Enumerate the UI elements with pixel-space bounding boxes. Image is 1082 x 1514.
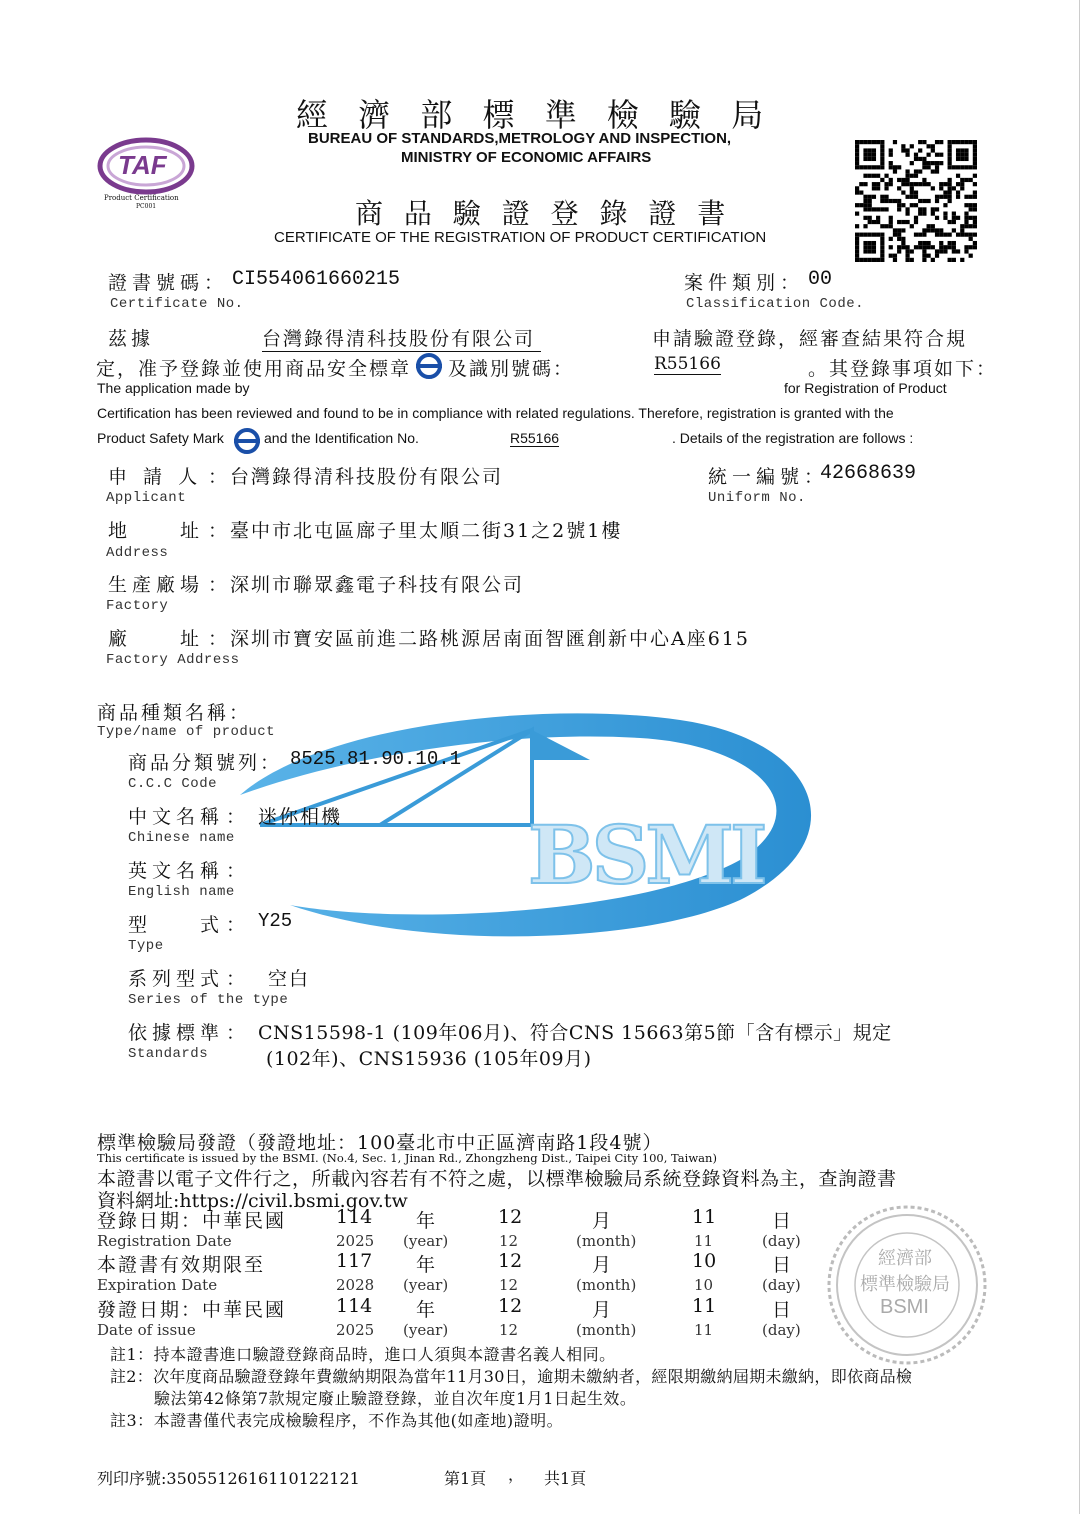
date-month-unit-en: (month)	[576, 1232, 637, 1250]
series-value: 空白	[268, 968, 311, 990]
address-label: 地 址	[108, 520, 205, 542]
date-month-en: 12	[499, 1232, 519, 1250]
factory-value: 深圳市聯眾鑫電子科技有限公司	[230, 574, 525, 596]
date-day: 11	[692, 1295, 717, 1317]
uniform-no-label: 統一編號：	[708, 466, 829, 488]
date-year-unit-en: (year)	[403, 1321, 449, 1339]
series-colon: ：	[226, 968, 246, 990]
date-day-unit-en: (day)	[762, 1321, 801, 1339]
statement-en-3a: Product Safety Mark	[97, 430, 224, 446]
chinese-name-label: 中文名稱	[128, 806, 225, 828]
note-3: 註3：本證書僅代表完成檢驗程序，不作為其他(如產地)證明。	[110, 1411, 564, 1430]
address-label-en: Address	[106, 545, 169, 561]
statement-en-3b: and the Identification No.	[264, 430, 419, 446]
seal-line2: 標準檢驗局	[860, 1274, 950, 1295]
factory-address-colon: ：	[208, 628, 228, 650]
standards-label: 依據標準	[128, 1022, 225, 1044]
chinese-name-value: 迷你相機	[258, 806, 343, 828]
factory-address-label-en: Factory Address	[106, 652, 240, 668]
date-day: 10	[692, 1250, 717, 1272]
date-year-roc: 117	[336, 1250, 373, 1272]
date-year-ad: 2028	[336, 1276, 375, 1294]
statement-en-1a: The application made by	[97, 380, 250, 396]
page-separator: ，	[508, 1465, 525, 1484]
statement-line2-suffix: 。其登錄事項如下：	[808, 358, 998, 380]
certificate-no-label-en: Certificate No.	[110, 296, 244, 312]
date-day-unit: 日	[772, 1254, 792, 1276]
taf-logo-sub2: PC001	[136, 203, 157, 210]
certificate-title-zh: 商 品 驗 證 登 錄 證 書	[355, 197, 732, 230]
applicant-label-en: Applicant	[106, 490, 187, 506]
safety-mark-icon	[414, 352, 444, 384]
statement-id: R55166	[654, 354, 721, 374]
english-name-label-en: English name	[128, 884, 235, 900]
type-colon: ：	[226, 914, 246, 936]
electronic-note-2: 資料網址:https://civil.bsmi.gov.tw	[97, 1190, 408, 1212]
date-label: 發證日期：中華民國	[97, 1299, 287, 1321]
page-total: 共1頁	[544, 1469, 587, 1488]
classification-label: 案件類別：	[684, 272, 805, 294]
date-day: 11	[692, 1206, 717, 1228]
ccc-code-value: 8525.81.90.10.1	[290, 748, 462, 770]
type-value: Y25	[258, 910, 293, 932]
agency-name-en-1: BUREAU OF STANDARDS,METROLOGY AND INSPECTION,	[308, 130, 732, 147]
date-month-unit: 月	[592, 1210, 612, 1232]
date-label-en: Date of issue	[97, 1321, 196, 1339]
certificate-no-label: 證書號碼：	[108, 272, 229, 294]
date-year-ad: 2025	[336, 1232, 375, 1250]
date-month-unit-en: (month)	[576, 1276, 637, 1294]
note-2a: 註2：次年度商品驗證登錄年費繳納期限為當年11月30日，逾期未繳納者，經限期繳納屆期未繳納，即依商品檢	[110, 1367, 913, 1386]
date-year-unit: 年	[416, 1254, 436, 1276]
issuer-line-en: This certificate is issued by the BSMI. (No.4, Sec. 1, Jinan Rd., Zhongzheng Dist., Taipei City 100, Taiwan)	[97, 1151, 717, 1165]
issuer-line-zh: 標準檢驗局發證（發證地址：100臺北市中正區濟南路1段4號）	[97, 1132, 663, 1154]
address-value: 臺中市北屯區廍子里太順二街31之2號1樓	[230, 520, 623, 542]
statement-company: 台灣錄得清科技股份有限公司	[262, 324, 541, 352]
certificate-title-en: CERTIFICATE OF THE REGISTRATION OF PRODUCT CERTIFICATION	[274, 229, 767, 246]
date-day-unit-en: (day)	[762, 1232, 801, 1250]
agency-name-zh: 經 濟 部 標 準 檢 驗 局	[296, 96, 774, 134]
date-month: 12	[498, 1206, 523, 1228]
statement-prefix: 茲據	[108, 328, 155, 350]
date-month-unit: 月	[592, 1254, 612, 1276]
note-1: 註1：持本證書進口驗證登錄商品時，進口人須與本證書名義人相同。	[110, 1345, 616, 1364]
date-label: 本證書有效期限至	[97, 1254, 266, 1276]
safety-mark-icon-en	[232, 427, 262, 459]
english-name-colon: ：	[226, 860, 246, 882]
date-label: 登錄日期：中華民國	[97, 1210, 287, 1232]
date-year-ad: 2025	[336, 1321, 375, 1339]
certificate-no-value: CI554061660215	[232, 268, 401, 291]
seal-line1: 經濟部	[878, 1248, 932, 1269]
standards-value-1: CNS15598-1 (109年06月)、符合CNS 15663第5節「含有標示」規定	[258, 1022, 892, 1044]
date-year-unit-en: (year)	[403, 1232, 449, 1250]
taf-logo-sub1: Product Certification	[104, 194, 179, 202]
date-day-en: 10	[694, 1276, 714, 1294]
date-month: 12	[498, 1295, 523, 1317]
product-type-label: 商品種類名稱：	[97, 702, 252, 724]
date-month-en: 12	[499, 1276, 519, 1294]
address-colon: ：	[208, 520, 228, 542]
product-type-label-en: Type/name of product	[97, 724, 276, 740]
statement-en-2: Certification has been reviewed and found to be in compliance with related regulations. Therefore, registration is granted with the	[97, 405, 894, 421]
statement-en-1b: for Registration of Product	[784, 380, 947, 396]
uniform-no-label-en: Uniform No.	[708, 490, 806, 506]
date-month-unit-en: (month)	[576, 1321, 637, 1339]
standards-label-en: Standards	[128, 1046, 209, 1062]
taf-logo	[96, 136, 196, 216]
date-month-en: 12	[499, 1321, 519, 1339]
date-label-en: Expiration Date	[97, 1276, 218, 1294]
date-year-unit: 年	[416, 1210, 436, 1232]
date-day-en: 11	[694, 1321, 714, 1339]
factory-address-label: 廠 址	[108, 628, 205, 650]
statement-line2-prefix: 定，准予登錄並使用商品安全標章	[96, 358, 412, 380]
print-serial: 列印序號:3505512616110122121	[97, 1469, 360, 1488]
type-label-en: Type	[128, 938, 164, 954]
date-day-unit: 日	[772, 1299, 792, 1321]
bsmi-seal	[826, 1204, 988, 1366]
classification-label-en: Classification Code.	[686, 296, 865, 312]
uniform-no-value: 42668639	[820, 462, 917, 485]
chinese-name-label-en: Chinese name	[128, 830, 235, 846]
bsmi-watermark-text: BSMI	[528, 808, 764, 902]
factory-colon: ：	[208, 574, 228, 596]
note-2b: 驗法第42條第7款規定廢止驗證登錄，並自次年度1月1日起生效。	[154, 1389, 637, 1408]
electronic-note-1: 本證書以電子文件行之，所載內容若有不符之處，以標準檢驗局系統登錄資料為主，查詢證書	[97, 1168, 897, 1190]
chinese-name-colon: ：	[226, 806, 246, 828]
date-year-unit: 年	[416, 1299, 436, 1321]
date-year-roc: 114	[336, 1295, 373, 1317]
classification-value: 00	[808, 268, 833, 291]
statement-en-3-id: R55166	[510, 430, 560, 446]
agency-name-en-2: MINISTRY OF ECONOMIC AFFAIRS	[401, 149, 652, 166]
standards-colon: ：	[226, 1022, 246, 1044]
statement-line1-suffix: 申請驗證登錄，經審查結果符合規	[652, 328, 968, 350]
statement-en-3c: . Details of the registration are follows :	[672, 430, 914, 446]
applicant-value: 台灣錄得清科技股份有限公司	[230, 466, 504, 488]
date-label-en: Registration Date	[97, 1232, 232, 1250]
factory-label: 生產廠場	[108, 574, 205, 596]
series-label-en: Series of the type	[128, 992, 289, 1008]
seal-line3: BSMI	[880, 1296, 929, 1318]
ccc-code-label: 商品分類號列：	[128, 752, 283, 774]
date-month: 12	[498, 1250, 523, 1272]
date-day-unit-en: (day)	[762, 1276, 801, 1294]
applicant-label: 申 請 人	[108, 466, 203, 488]
date-month-unit: 月	[592, 1299, 612, 1321]
factory-label-en: Factory	[106, 598, 169, 614]
applicant-colon: ：	[208, 466, 228, 488]
factory-address-value: 深圳市寶安區前進二路桃源居南面智匯創新中心A座615	[230, 628, 750, 650]
page-number: 第1頁	[444, 1469, 487, 1488]
date-day-unit: 日	[772, 1210, 792, 1232]
ccc-code-label-en: C.C.C Code	[128, 776, 218, 792]
date-year-roc: 114	[336, 1206, 373, 1228]
standards-value-2: (102年)、CNS15936 (105年09月)	[266, 1048, 592, 1070]
taf-logo-text: TAF	[118, 150, 167, 180]
series-label: 系列型式	[128, 968, 225, 990]
type-label: 型 式	[128, 914, 225, 936]
statement-line2-mid: 及識別號碼：	[448, 358, 575, 380]
english-name-label: 英文名稱	[128, 860, 225, 882]
date-day-en: 11	[694, 1232, 714, 1250]
date-year-unit-en: (year)	[403, 1276, 449, 1294]
qr-code	[855, 140, 977, 262]
